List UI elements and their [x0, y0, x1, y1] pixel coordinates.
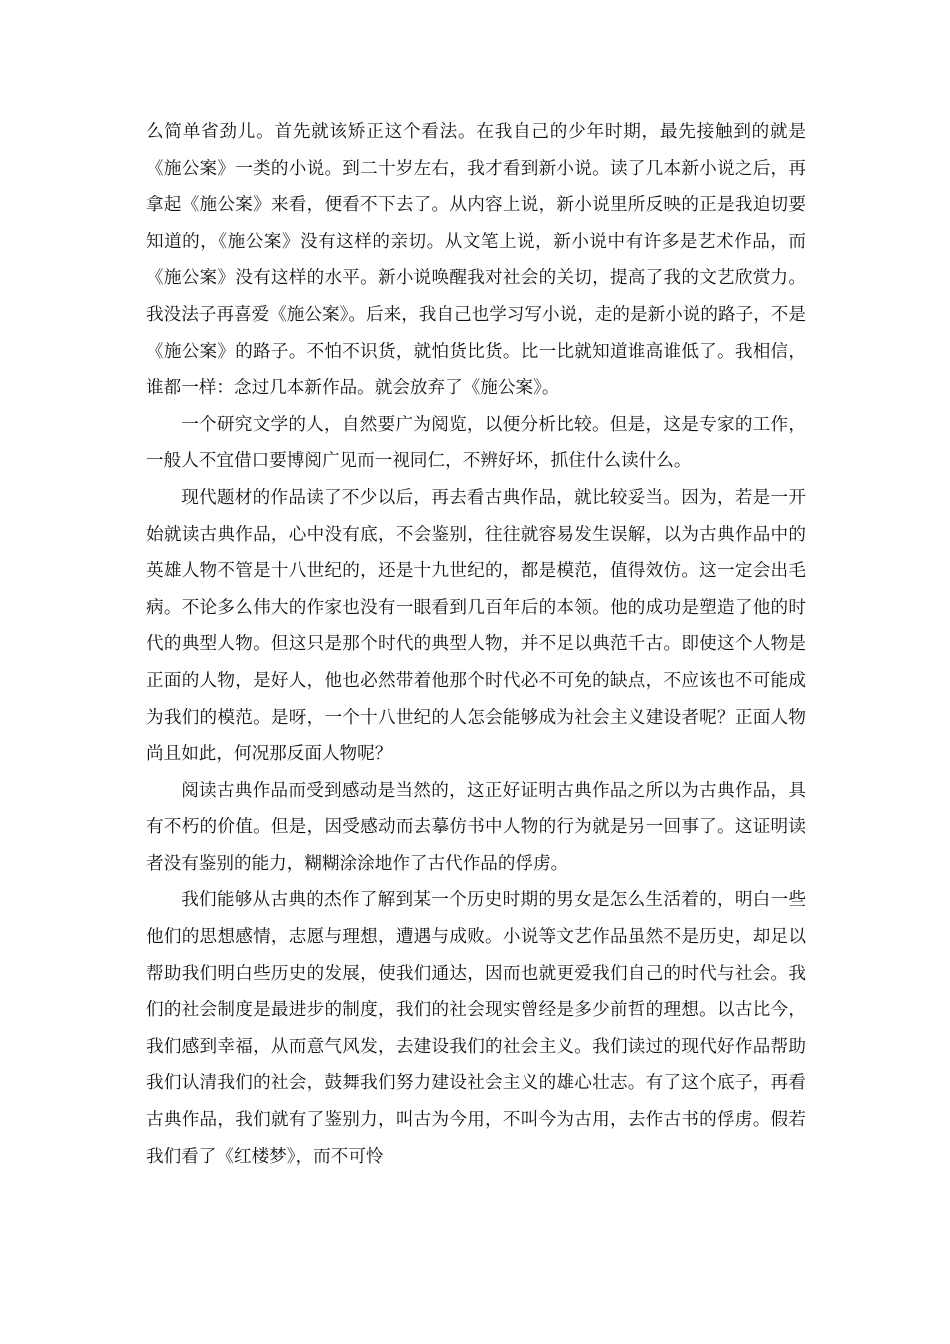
- paragraph-2: 一个研究文学的人，自然要广为阅览，以便分析比较。但是，这是专家的工作，一般人不宜借口要博阅广见而一视同仁，不辨好坏，抓住什么读什么。: [146, 414, 806, 472]
- paragraph-3: 现代题材的作品读了不少以后，再去看古典作品，就比较妥当。因为，若是一开始就读古典作品，心中没有底，不会鉴别，往往就容易发生误解，以为古典作品中的英雄人物不管是十八世纪的，还是十九世纪的，都是模范，值得效仿。这一定会出毛病。不论多么伟大的作家也没有一眼看到几百年后的本领。他的成功是塑造了他的时代的典型人物。但这只是那个时代的典型人物，并不足以典范千古。即使这个人物是正面的人物，是好人，他也必然带着他那个时代必不可免的缺点，不应该也不可能成为我们的模范。是呀，一个十八世纪的人怎会能够成为社会主义建设者呢？正面人物尚且如此，何况那反面人物呢？: [146, 487, 806, 765]
- paragraph-4: 阅读古典作品而受到感动是当然的，这正好证明古典作品之所以为古典作品，具有不朽的价值。但是，因受感动而去摹仿书中人物的行为就是另一回事了。这证明读者没有鉴别的能力，糊糊涂涂地作了古代作品的俘虏。: [146, 780, 806, 874]
- body-text: [146, 114, 806, 1175]
- paragraph-5: 我们能够从古典的杰作了解到某一个历史时期的男女是怎么生活着的，明白一些他们的思想感情，志愿与理想，遭遇与成败。小说等文艺作品虽然不是历史，却足以帮助我们明白些历史的发展，使我们通达，因而也就更爱我们自己的时代与社会。我们的社会制度是最进步的制度，我们的社会现实曾经是多少前哲的理想。以古比今，我们感到幸福，从而意气风发，去建设我们的社会主义。我们读过的现代好作品帮助我们认清我们的社会，鼓舞我们努力建设社会主义的雄心壮志。有了这个底子，再看古典作品，我们就有了鉴别力，叫古为今用，不叫今为古用，去作古书的俘虏。假若我们看了《红楼梦》，而不可怜: [146, 890, 806, 1167]
- paragraph-1: 么简单省劲儿。首先就该矫正这个看法。在我自己的少年时期，最先接触到的就是《施公案》一类的小说。到二十岁左右，我才看到新小说。读了几本新小说之后，再拿起《施公案》来看，便看不下去了。从内容上说，新小说里所反映的正是我迫切要知道的，《施公案》没有这样的亲切。从文笔上说，新小说中有许多是艺术作品，而《施公案》没有这样的水平。新小说唤醒我对社会的关切，提高了我的文艺欣赏力。我没法子再喜爱《施公案》。后来，我自己也学习写小说，走的是新小说的路子，不是《施公案》的路子。不怕不识货，就怕货比货。比一比就知道谁高谁低了。我相信，谁都一样：念过几本新作品。就会放弃了《施公案》。: [146, 122, 806, 399]
